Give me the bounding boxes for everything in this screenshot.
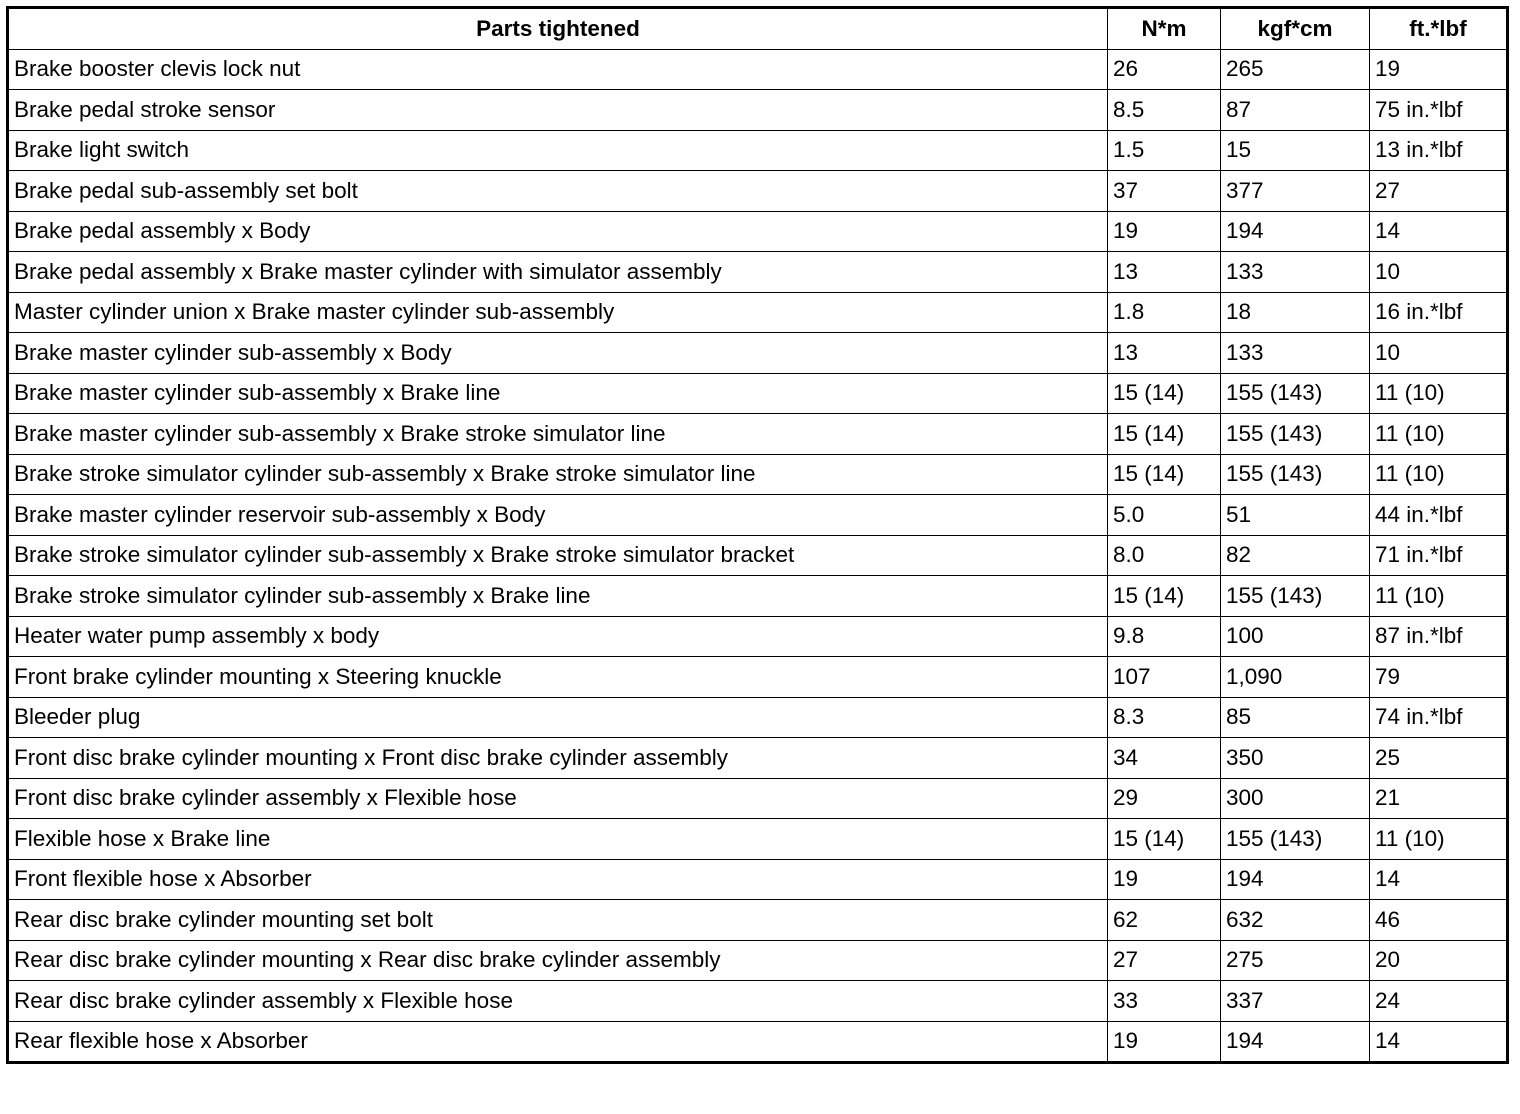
cell-kgfcm: 350 bbox=[1221, 738, 1370, 779]
cell-nm: 15 (14) bbox=[1108, 819, 1221, 860]
cell-nm: 107 bbox=[1108, 657, 1221, 698]
cell-ftlbf: 14 bbox=[1370, 859, 1508, 900]
cell-kgfcm: 194 bbox=[1221, 1021, 1370, 1063]
torque-specification-table bbox=[6, 6, 1509, 1064]
cell-ftlbf: 46 bbox=[1370, 900, 1508, 941]
cell-part: Bleeder plug bbox=[8, 697, 1108, 738]
table-row bbox=[8, 252, 1508, 293]
header-parts-tightened: Parts tightened bbox=[8, 8, 1108, 50]
cell-kgfcm: 632 bbox=[1221, 900, 1370, 941]
cell-ftlbf: 13 in.*lbf bbox=[1370, 130, 1508, 171]
cell-kgfcm: 51 bbox=[1221, 495, 1370, 536]
cell-kgfcm: 155 (143) bbox=[1221, 454, 1370, 495]
cell-ftlbf: 79 bbox=[1370, 657, 1508, 698]
table-row bbox=[8, 414, 1508, 455]
cell-part: Heater water pump assembly x body bbox=[8, 616, 1108, 657]
table-row bbox=[8, 657, 1508, 698]
cell-ftlbf: 14 bbox=[1370, 1021, 1508, 1063]
cell-ftlbf: 87 in.*lbf bbox=[1370, 616, 1508, 657]
table-row bbox=[8, 211, 1508, 252]
cell-nm: 33 bbox=[1108, 981, 1221, 1022]
cell-nm: 8.0 bbox=[1108, 535, 1221, 576]
cell-nm: 15 (14) bbox=[1108, 373, 1221, 414]
cell-kgfcm: 100 bbox=[1221, 616, 1370, 657]
cell-ftlbf: 10 bbox=[1370, 333, 1508, 374]
cell-kgfcm: 194 bbox=[1221, 859, 1370, 900]
cell-part: Rear disc brake cylinder assembly x Flexible hose bbox=[8, 981, 1108, 1022]
cell-ftlbf: 44 in.*lbf bbox=[1370, 495, 1508, 536]
cell-part: Rear disc brake cylinder mounting set bolt bbox=[8, 900, 1108, 941]
cell-kgfcm: 133 bbox=[1221, 252, 1370, 293]
table-row bbox=[8, 616, 1508, 657]
cell-nm: 15 (14) bbox=[1108, 414, 1221, 455]
cell-ftlbf: 11 (10) bbox=[1370, 454, 1508, 495]
cell-nm: 15 (14) bbox=[1108, 576, 1221, 617]
cell-part: Brake pedal assembly x Body bbox=[8, 211, 1108, 252]
header-ftlbf: ft.*lbf bbox=[1370, 8, 1508, 50]
cell-nm: 1.5 bbox=[1108, 130, 1221, 171]
cell-nm: 26 bbox=[1108, 49, 1221, 90]
cell-ftlbf: 11 (10) bbox=[1370, 576, 1508, 617]
header-nm: N*m bbox=[1108, 8, 1221, 50]
cell-ftlbf: 16 in.*lbf bbox=[1370, 292, 1508, 333]
cell-part: Front disc brake cylinder mounting x Front disc brake cylinder assembly bbox=[8, 738, 1108, 779]
cell-part: Front brake cylinder mounting x Steering knuckle bbox=[8, 657, 1108, 698]
cell-kgfcm: 300 bbox=[1221, 778, 1370, 819]
cell-nm: 13 bbox=[1108, 333, 1221, 374]
cell-part: Brake light switch bbox=[8, 130, 1108, 171]
cell-ftlbf: 75 in.*lbf bbox=[1370, 90, 1508, 131]
cell-kgfcm: 155 (143) bbox=[1221, 414, 1370, 455]
cell-nm: 19 bbox=[1108, 859, 1221, 900]
cell-ftlbf: 19 bbox=[1370, 49, 1508, 90]
cell-ftlbf: 11 (10) bbox=[1370, 373, 1508, 414]
cell-ftlbf: 24 bbox=[1370, 981, 1508, 1022]
cell-kgfcm: 15 bbox=[1221, 130, 1370, 171]
cell-part: Brake master cylinder sub-assembly x Brake stroke simulator line bbox=[8, 414, 1108, 455]
table-header bbox=[8, 8, 1508, 50]
table-row bbox=[8, 981, 1508, 1022]
cell-nm: 5.0 bbox=[1108, 495, 1221, 536]
table-row bbox=[8, 697, 1508, 738]
cell-nm: 8.5 bbox=[1108, 90, 1221, 131]
cell-kgfcm: 1,090 bbox=[1221, 657, 1370, 698]
table-row bbox=[8, 778, 1508, 819]
cell-ftlbf: 71 in.*lbf bbox=[1370, 535, 1508, 576]
table-row bbox=[8, 454, 1508, 495]
table-row bbox=[8, 1021, 1508, 1063]
table-row bbox=[8, 738, 1508, 779]
cell-part: Brake stroke simulator cylinder sub-assembly x Brake stroke simulator line bbox=[8, 454, 1108, 495]
cell-ftlbf: 10 bbox=[1370, 252, 1508, 293]
table-row bbox=[8, 292, 1508, 333]
cell-nm: 9.8 bbox=[1108, 616, 1221, 657]
cell-part: Front disc brake cylinder assembly x Flexible hose bbox=[8, 778, 1108, 819]
cell-kgfcm: 155 (143) bbox=[1221, 373, 1370, 414]
cell-part: Rear flexible hose x Absorber bbox=[8, 1021, 1108, 1063]
cell-part: Rear disc brake cylinder mounting x Rear disc brake cylinder assembly bbox=[8, 940, 1108, 981]
table-row bbox=[8, 130, 1508, 171]
cell-part: Brake master cylinder sub-assembly x Brake line bbox=[8, 373, 1108, 414]
cell-part: Brake pedal assembly x Brake master cylinder with simulator assembly bbox=[8, 252, 1108, 293]
cell-part: Brake stroke simulator cylinder sub-assembly x Brake stroke simulator bracket bbox=[8, 535, 1108, 576]
cell-nm: 15 (14) bbox=[1108, 454, 1221, 495]
cell-kgfcm: 18 bbox=[1221, 292, 1370, 333]
table-row bbox=[8, 576, 1508, 617]
cell-kgfcm: 377 bbox=[1221, 171, 1370, 212]
cell-nm: 19 bbox=[1108, 1021, 1221, 1063]
table-row bbox=[8, 373, 1508, 414]
table-row bbox=[8, 900, 1508, 941]
cell-ftlbf: 11 (10) bbox=[1370, 819, 1508, 860]
cell-nm: 1.8 bbox=[1108, 292, 1221, 333]
table-row bbox=[8, 171, 1508, 212]
cell-ftlbf: 14 bbox=[1370, 211, 1508, 252]
cell-ftlbf: 20 bbox=[1370, 940, 1508, 981]
cell-kgfcm: 87 bbox=[1221, 90, 1370, 131]
cell-kgfcm: 194 bbox=[1221, 211, 1370, 252]
cell-kgfcm: 265 bbox=[1221, 49, 1370, 90]
cell-ftlbf: 11 (10) bbox=[1370, 414, 1508, 455]
table-row bbox=[8, 495, 1508, 536]
cell-part: Brake stroke simulator cylinder sub-assembly x Brake line bbox=[8, 576, 1108, 617]
cell-nm: 62 bbox=[1108, 900, 1221, 941]
cell-kgfcm: 133 bbox=[1221, 333, 1370, 374]
cell-nm: 19 bbox=[1108, 211, 1221, 252]
cell-part: Brake pedal sub-assembly set bolt bbox=[8, 171, 1108, 212]
cell-part: Brake booster clevis lock nut bbox=[8, 49, 1108, 90]
cell-ftlbf: 25 bbox=[1370, 738, 1508, 779]
table-body bbox=[8, 49, 1508, 1063]
header-row bbox=[8, 8, 1508, 50]
cell-kgfcm: 155 (143) bbox=[1221, 576, 1370, 617]
cell-ftlbf: 27 bbox=[1370, 171, 1508, 212]
cell-nm: 34 bbox=[1108, 738, 1221, 779]
cell-nm: 27 bbox=[1108, 940, 1221, 981]
cell-part: Master cylinder union x Brake master cylinder sub-assembly bbox=[8, 292, 1108, 333]
table-row bbox=[8, 333, 1508, 374]
cell-kgfcm: 275 bbox=[1221, 940, 1370, 981]
cell-part: Brake master cylinder sub-assembly x Body bbox=[8, 333, 1108, 374]
cell-part: Flexible hose x Brake line bbox=[8, 819, 1108, 860]
cell-part: Front flexible hose x Absorber bbox=[8, 859, 1108, 900]
cell-kgfcm: 85 bbox=[1221, 697, 1370, 738]
cell-kgfcm: 337 bbox=[1221, 981, 1370, 1022]
cell-part: Brake master cylinder reservoir sub-assembly x Body bbox=[8, 495, 1108, 536]
cell-ftlbf: 74 in.*lbf bbox=[1370, 697, 1508, 738]
table-row bbox=[8, 819, 1508, 860]
table-row bbox=[8, 535, 1508, 576]
cell-nm: 13 bbox=[1108, 252, 1221, 293]
cell-kgfcm: 82 bbox=[1221, 535, 1370, 576]
header-kgfcm: kgf*cm bbox=[1221, 8, 1370, 50]
table-row bbox=[8, 859, 1508, 900]
cell-nm: 37 bbox=[1108, 171, 1221, 212]
cell-part: Brake pedal stroke sensor bbox=[8, 90, 1108, 131]
cell-ftlbf: 21 bbox=[1370, 778, 1508, 819]
cell-nm: 29 bbox=[1108, 778, 1221, 819]
table-row bbox=[8, 49, 1508, 90]
cell-nm: 8.3 bbox=[1108, 697, 1221, 738]
cell-kgfcm: 155 (143) bbox=[1221, 819, 1370, 860]
table-row bbox=[8, 90, 1508, 131]
table-row bbox=[8, 940, 1508, 981]
